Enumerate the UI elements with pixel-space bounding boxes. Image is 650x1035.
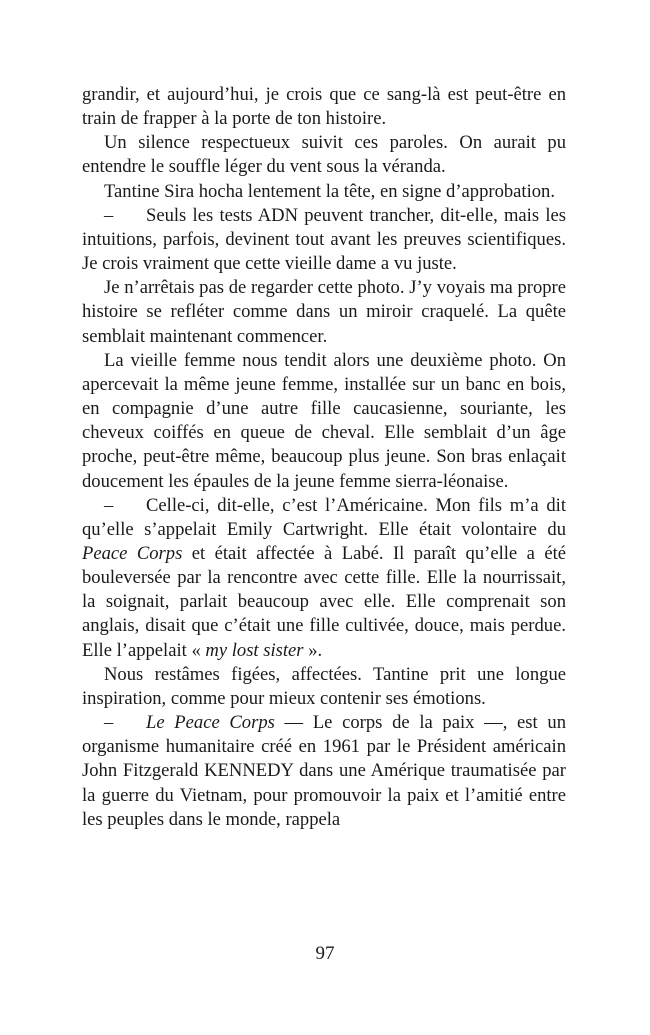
paragraph: Je n’arrêtais pas de regarder cette photo. J’y voyais ma propre histoire se refléter comme dans un miroir craquelé. La quête semblait maintenant commencer.	[82, 277, 566, 347]
dialogue-paragraph	[82, 494, 566, 663]
paragraph: Un silence respectueux suivit ces paroles. On aurait pu entendre le souffle léger du vent sous la véranda.	[82, 132, 566, 178]
dialogue-text: Seuls les tests ADN peuvent trancher, dit-elle, mais les intuitions, parfois, devinent tout avant les preuves scientifiques. Je crois vraiment que cette vieille dame a vu juste.	[82, 204, 566, 275]
page-number: 97	[315, 943, 335, 964]
italic-text: my lost sister	[205, 639, 304, 661]
paragraph: grandir, et aujourd’hui, je crois que ce sang-là est peut-être en train de frapper à la porte de ton histoire.	[82, 84, 566, 130]
paragraph: La vieille femme nous tendit alors une deuxième photo. On apercevait la même jeune femme, installée sur un banc en bois, en compagnie d’une autre fille caucasienne, souriante, les cheveux coiffés en queue de cheval. Elle semblait d’un âge proche, peut-être même, beaucoup plus jeune. Son bras enlaçait doucement les épaules de la jeune femme sierra-léonaise.	[82, 349, 566, 492]
paragraph: Tantine Sira hocha lentement la tête, en signe d’approbation.	[104, 180, 555, 202]
dialogue-dash: –	[104, 204, 114, 226]
dialogue-text: et était affectée à Labé. Il paraît qu’elle a été bouleversée par la rencontre avec cette fille. Elle la nourrissait, la soignait, parlait beaucoup avec elle. Elle comprenait son anglais, disait que c’était une fille cultivée, douce, mais perdue. Elle l’appelait «	[82, 542, 566, 661]
page-body	[82, 83, 566, 832]
dialogue-text: Celle-ci, dit-elle, c’est l’Américaine. Mon fils m’a dit qu’elle s’appelait Emily Cartwright. Elle était volontaire du	[82, 494, 566, 540]
dialogue-paragraph	[82, 204, 566, 276]
dialogue-paragraph	[82, 711, 566, 832]
dialogue-text: ».	[303, 639, 323, 661]
dialogue-dash: –	[104, 712, 114, 734]
italic-text: Le Peace Corps	[146, 712, 275, 734]
dialogue-dash: –	[104, 494, 114, 516]
paragraph: Nous restâmes figées, affectées. Tantine prit une longue inspiration, comme pour mieux contenir ses émotions.	[82, 663, 566, 709]
italic-text: Peace Corps	[82, 542, 183, 564]
dialogue-text: — Le corps de la paix —, est un organisme humanitaire créé en 1961 par le Président américain John Fitzgerald KENNEDY dans une Amérique traumatisée par la guerre du Vietnam, pour promouvoir la paix et l’amitié entre les peuples dans le monde, rappela	[82, 712, 566, 830]
